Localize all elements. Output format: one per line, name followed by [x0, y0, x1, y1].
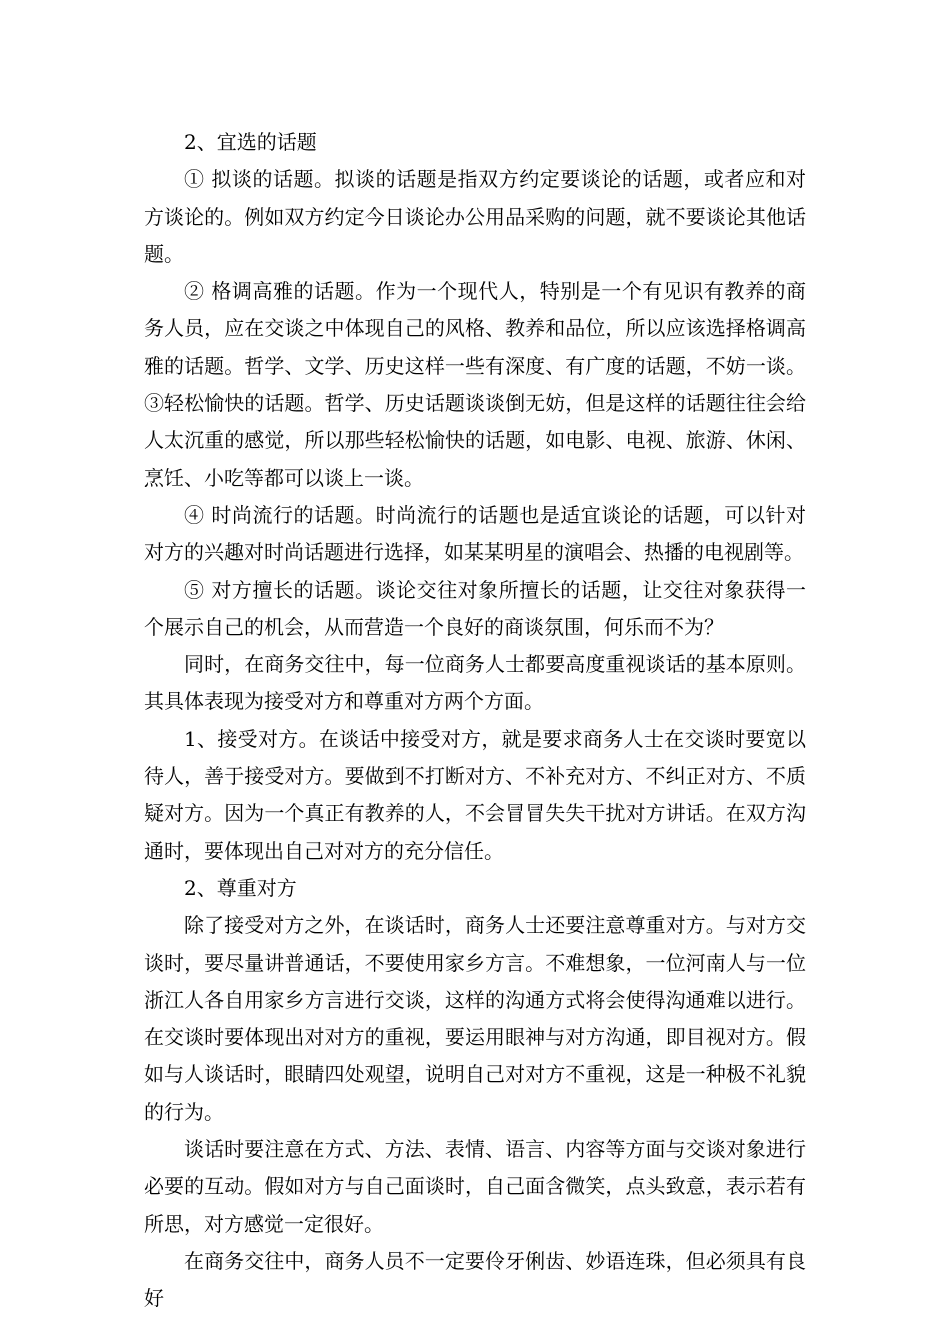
document-body	[144, 124, 806, 1318]
paragraph-elegant-topics: ② 格调高雅的话题。作为一个现代人，特别是一个有见识有教养的商务人员，应在交谈之中体现自己的风格、教养和品位，所以应该选择格调高雅的话题。哲学、文学、历史这样一些有深度、有广度的话题，不妨一谈。③轻松愉快的话题。哲学、历史话题谈谈倒无妨，但是这样的话题往往会给人太沉重的感觉，所以那些轻松愉快的话题，如电影、电视、旅游、休闲、烹饪、小吃等都可以谈上一谈。	[144, 279, 806, 490]
paragraph-expertise-topics: ⑤ 对方擅长的话题。谈论交往对象所擅长的话题，让交往对象获得一个展示自己的机会，从而营造一个良好的商谈氛围，何乐而不为？	[144, 577, 806, 639]
paragraph-respect-other-party: 除了接受对方之外，在谈话时，商务人士还要注意尊重对方。与对方交谈时，要尽量讲普通话，不要使用家乡方言。不难想象，一位河南人与一位浙江人各自用家乡方言进行交谈，这样的沟通方式将会使得沟通难以进行。在交谈时要体现出对对方的重视，要运用眼神与对方沟通，即目视对方。假如与人谈话时，眼睛四处观望，说明自己对对方不重视，这是一种极不礼貌的行为。	[144, 913, 806, 1124]
paragraph-basic-principles: 同时，在商务交往中，每一位商务人士都要高度重视谈话的基本原则。其具体表现为接受对方和尊重对方两个方面。	[144, 652, 806, 714]
paragraph-accept-other-party: 1、接受对方。在谈话中接受对方，就是要求商务人士在交谈时要宽以待人，善于接受对方。要做到不打断对方、不补充对方、不纠正对方、不质疑对方。因为一个真正有教养的人，不会冒冒失失干扰对方讲话。在双方沟通时，要体现出自己对对方的充分信任。	[144, 726, 806, 863]
paragraph-planned-topics: ① 拟谈的话题。拟谈的话题是指双方约定要谈论的话题，或者应和对方谈论的。例如双方约定今日谈论办公用品采购的问题，就不要谈论其他话题。	[144, 167, 806, 266]
paragraph-business-communication: 在商务交往中，商务人员不一定要伶牙俐齿、妙语连珠，但必须具有良好	[144, 1248, 806, 1311]
paragraph-fashion-topics: ④ 时尚流行的话题。时尚流行的话题也是适宜谈论的话题，可以针对对方的兴趣对时尚话题进行选择，如某某明星的演唱会、热播的电视剧等。	[144, 502, 806, 565]
paragraph-heading-respect: 2、尊重对方	[184, 875, 297, 900]
paragraph-heading-suitable-topics: 2、宜选的话题	[184, 130, 317, 154]
paragraph-interaction: 谈话时要注意在方式、方法、表情、语言、内容等方面与交谈对象进行必要的互动。假如对方与自己面谈时，自己面含微笑，点头致意，表示若有所思，对方感觉一定很好。	[144, 1137, 806, 1236]
